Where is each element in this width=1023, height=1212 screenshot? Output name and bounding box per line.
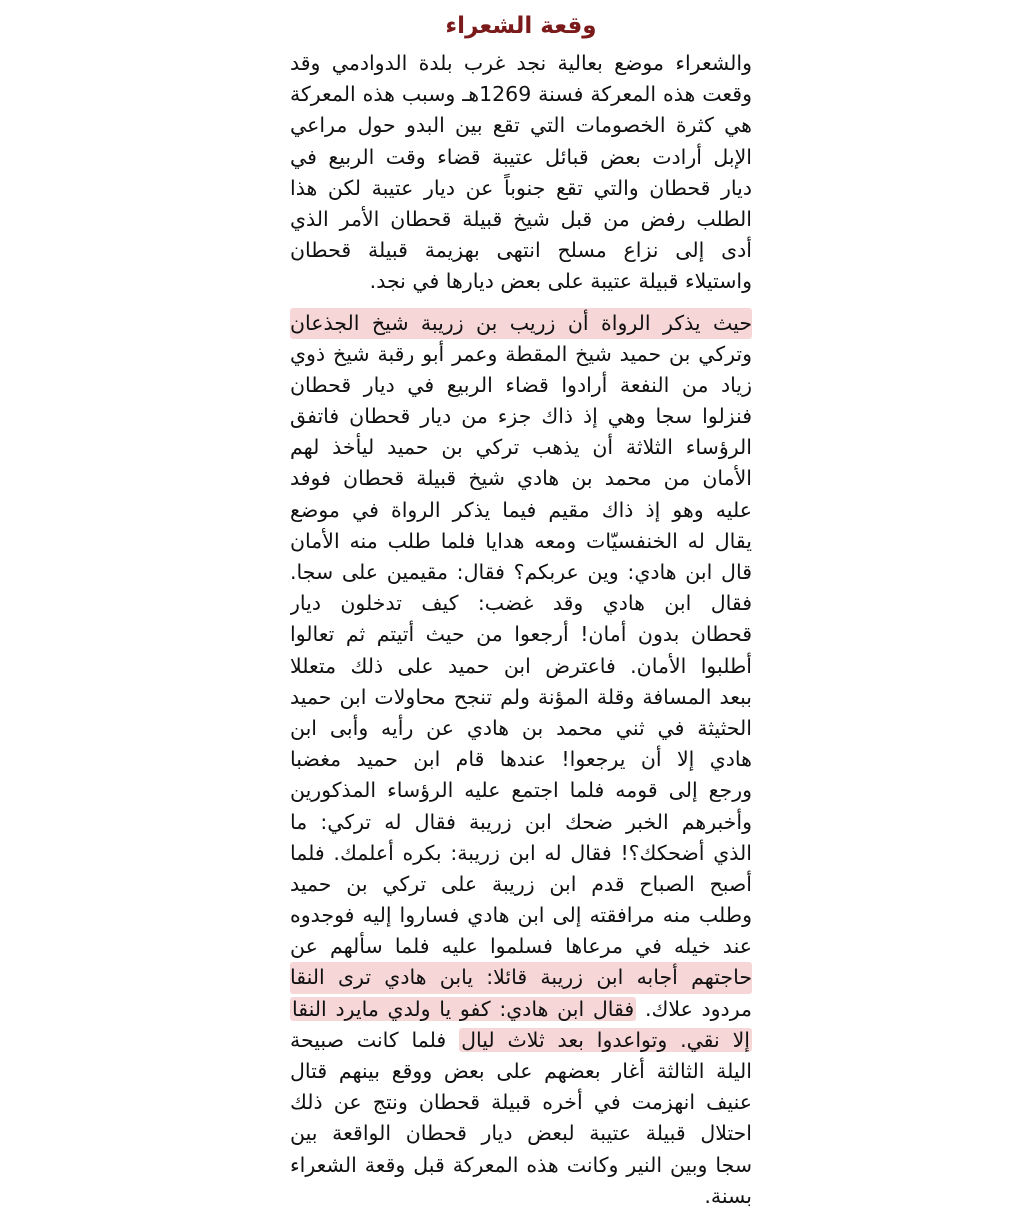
text-line: زياد من النفعة أرادوا قضاء الربيع في ديار قحطان [290,372,752,397]
highlighted-text: فقال ابن هادي: كفو يا ولدي مايرد النقا [292,996,635,1021]
text-line: أدى إلى نزاع مسلح انتهى بهزيمة قبيلة قحطان [290,238,752,263]
text-line: وأخبرهم الخبر ضحك ابن زريبة فقال له تركي: ما [290,809,752,834]
highlighted-line: حاجتهم أجابه ابن زريبة قائلا: يابن هادي ترى النقا [290,962,752,993]
text-line: ورجع إلى قومه فلما اجتمع عليه الرؤساء المذكورين [290,778,752,803]
text-line: أطلبوا الأمان. فاعترض ابن حميد على ذلك متعللا [290,653,752,678]
text-line: والشعراء موضع بعالية نجد غرب بلدة الدوادمي وقد [290,51,752,75]
paragraph-1 [290,48,752,298]
highlighted-text: إلا نقي. وتواعدوا بعد ثلاث ليال [461,1027,750,1052]
text-line: الرؤساء الثلاثة أن يذهب تركي بن حميد ليأخذ لهم [290,435,752,460]
document-page [290,10,752,1208]
mixed-highlight-line [290,994,752,1025]
text-line: ببعد المسافة وقلة المؤنة ولم تنجح محاولات ابن حميد [290,684,752,709]
text-line: ديار قحطان والتي تقع جنوباً عن ديار عتيبة لكن هذا [290,175,752,200]
text-line: عند خيله في مرعاها فسلموا عليه فلما سألهم عن [290,934,752,959]
paragraph-gap [290,298,752,308]
text-line: بسنة. [704,1183,752,1208]
text-line: سجا وبين النير وكانت هذه المعركة قبل وقعة الشعراء [290,1152,752,1177]
article-title: وقعة الشعراء [445,13,597,39]
text-line: احتلال قبيلة عتيبة لبعض ديار قحطان الواقعة بين [290,1121,752,1146]
text-line: الحثيثة في ثني محمد بن هادي عن رأيه وأبى ابن [290,715,752,740]
text-line: وتركي بن حميد شيخ المقطة وعمر أبو رقبة شيخ ذوي [290,341,752,366]
mixed-highlight-line [290,1025,752,1056]
text-line: وقعت هذه المعركة فسنة 1269هـ وسبب هذه المعركة [290,82,752,107]
text-line: واستيلاء قبيلة عتيبة على بعض ديارها في نجد. [369,269,752,294]
text-line: فنزلوا سجا وهي إذ ذاك جزء من ديار قحطان فاتفق [290,404,752,429]
text-line: عليه وهو إذ ذاك مقيم فيما يذكر الرواة في موضع [290,497,752,522]
text-line: الطلب رفض من قبل شيخ قبيلة قحطان الأمر الذي [290,206,752,231]
paragraph-2 [290,308,752,1212]
text-line: قحطان بدون أمان! أرجعوا من حيث أتيتم ثم تعالوا [290,622,752,647]
text-line: الذي أضحكك؟! فقال له ابن زريبة: بكره أعلمك. فلما [290,840,752,865]
text-line: اليلة الثالثة أغار بعضهم على بعض ووقع بينهم قتال [290,1059,752,1083]
text-line: الإبل أرادت بعض قبائل عتيبة قضاء وقت الربيع في [290,144,752,169]
text-line: هادي إلا أن يرجعوا! عندها قام ابن حميد مغضبا [290,747,752,772]
plain-text: مردود علاك. [644,996,752,1021]
text-line: هي كثرة الخصومات التي تقع بين البدو حول مراعي [290,113,752,138]
plain-text: فلما كانت صبيحة [290,1027,447,1052]
highlighted-line: حيث يذكر الرواة أن زريب بن زريبة شيخ الجذعان [290,308,752,339]
text-line: وطلب منه مرافقته إلى ابن هادي فساروا إليه فوجدوه [290,903,752,928]
text-line: قال ابن هادي: وين عربكم؟ فقال: مقيمين على سجا. [290,560,752,584]
text-line: عنيف انهزمت في أخره قبيلة قحطان ونتج عن ذلك [290,1090,752,1115]
text-line: يقال له الخنفسيّات ومعه هدايا فلما طلب منه الأمان [290,528,752,553]
text-line: أصبح الصباح قدم ابن زريبة على تركي بن حميد [290,871,752,896]
text-line: الأمان من محمد بن هادي شيخ قبيلة قحطان فوفد [290,466,752,491]
text-line: فقال ابن هادي وقد غضب: كيف تدخلون ديار [290,591,752,616]
